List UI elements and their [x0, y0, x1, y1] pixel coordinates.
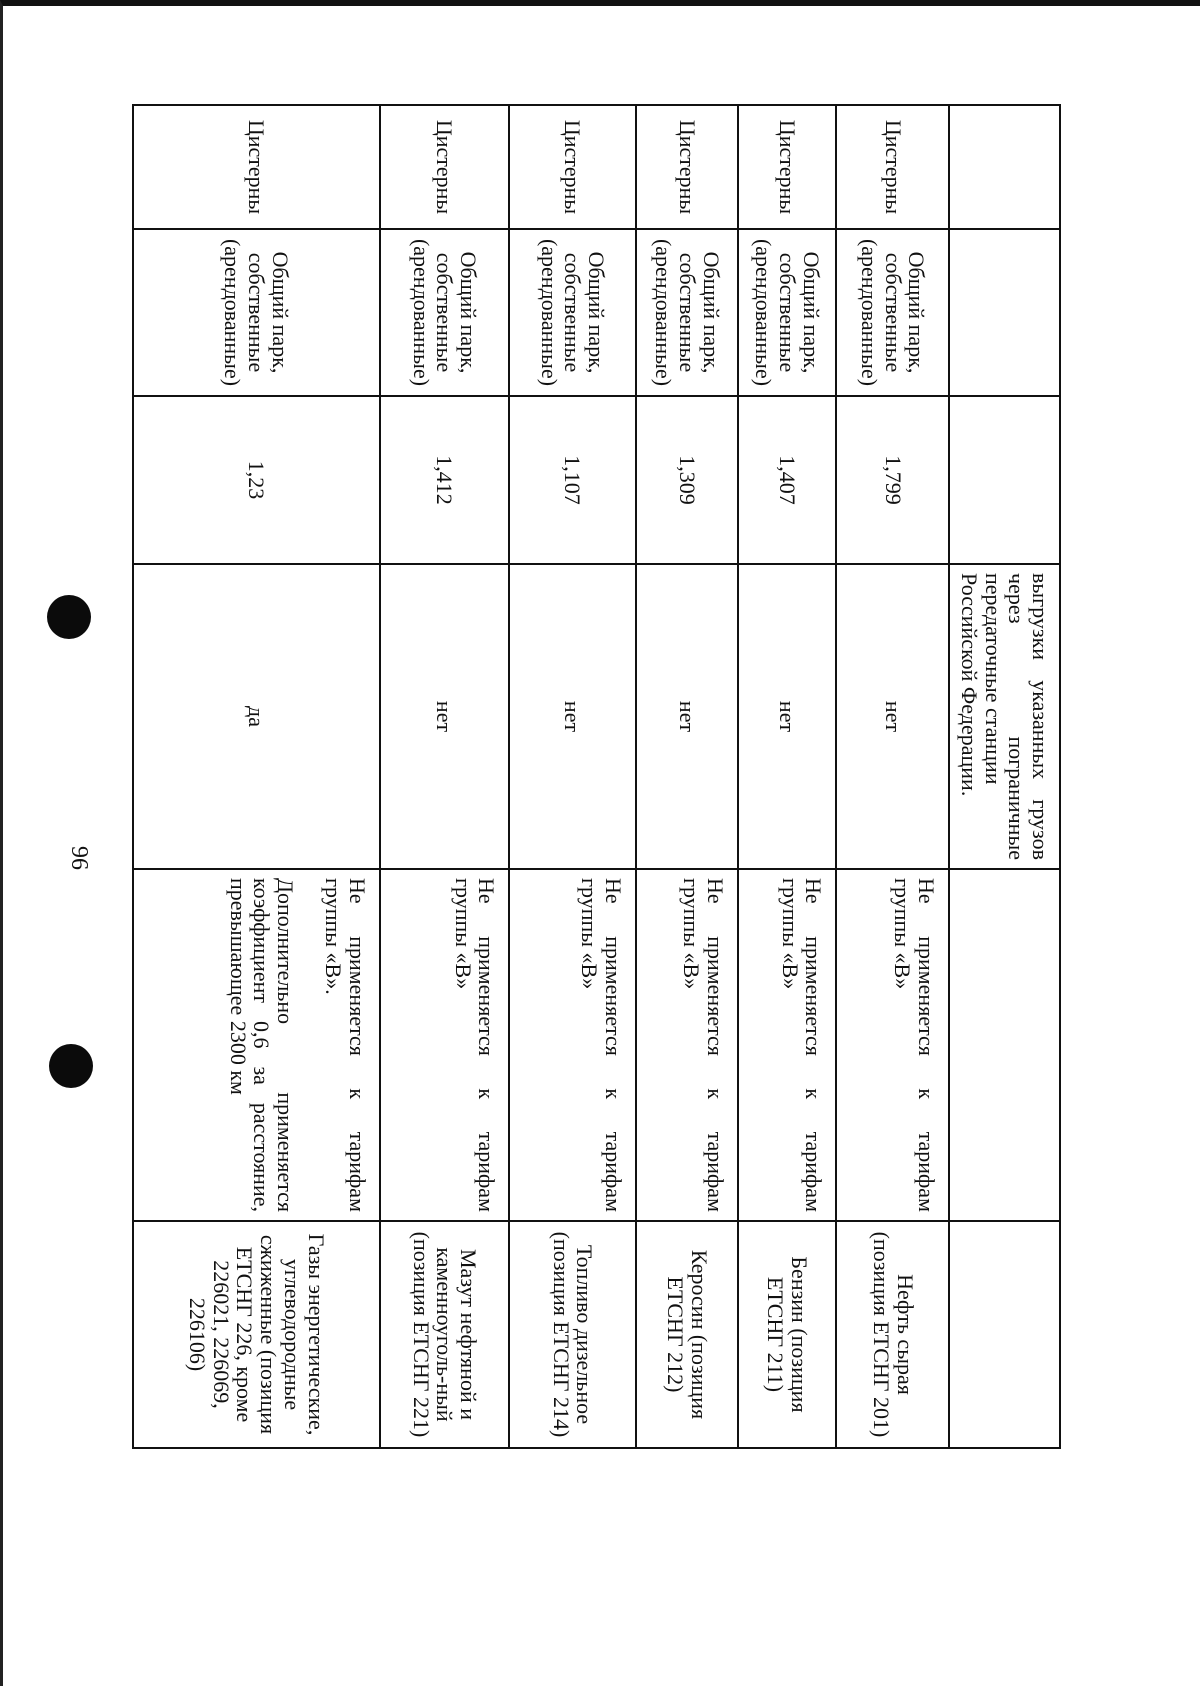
rule-cell — [509, 869, 635, 1221]
header-note-last: Российской Федерации. — [956, 573, 982, 797]
cargo-name: Газы энергетические, углеводородные сжиженные (позиция ЕТСНГ 226, кроме 226021, 226069, 226106) — [133, 1221, 380, 1448]
rule-main: Не применяется к тарифам — [801, 878, 827, 1212]
cargo-name: Нефть сырая (позиция ЕТСНГ 201) — [836, 1221, 949, 1448]
header-row — [949, 105, 1060, 1448]
header-cell-cargo — [949, 1221, 1060, 1448]
rule-main: Не применяется к тарифам — [474, 878, 500, 1212]
rule-tail: группы «В» — [450, 878, 476, 990]
applies-value: нет — [836, 564, 949, 869]
wagon-type: Цистерны — [636, 105, 738, 229]
park-type: Общий парк, собственные (арендованные) — [509, 229, 635, 396]
wagon-type: Цистерны — [133, 105, 380, 229]
tariff-table — [132, 104, 1061, 1449]
park-type: Общий парк, собственные (арендованные) — [380, 229, 510, 396]
rule-main: Не применяется к тарифам — [344, 878, 370, 1212]
table-row — [738, 105, 836, 1448]
applies-value: нет — [380, 564, 510, 869]
rule-main: Не применяется к тарифам — [600, 878, 626, 1212]
applies-value: нет — [738, 564, 836, 869]
rule-cell — [380, 869, 510, 1221]
wagon-type: Цистерны — [738, 105, 836, 229]
wagon-type: Цистерны — [380, 105, 510, 229]
cargo-name: Мазут нефтяной и каменноуголь-ный (позиция ЕТСНГ 221) — [380, 1221, 510, 1448]
rule-tail: группы «В» — [576, 878, 602, 990]
coefficient: 1,23 — [133, 396, 380, 564]
cargo-name: Керосин (позиция ЕТСНГ 212) — [636, 1221, 738, 1448]
rule-extra: Дополнительно применяется коэффициент 0,6 за расстояние, превышающее 2300 км — [225, 878, 299, 1212]
table-row — [836, 105, 949, 1448]
coefficient: 1,799 — [836, 396, 949, 564]
rule-tail: группы «В» — [679, 878, 705, 990]
park-type: Общий парк, собственные (арендованные) — [133, 229, 380, 396]
table-row — [380, 105, 510, 1448]
park-type: Общий парк, собственные (арендованные) — [636, 229, 738, 396]
rule-tail: группы «В» — [777, 878, 803, 990]
header-note: выгрузки указанных грузов через пограничные передаточные станции — [980, 573, 1054, 860]
page-number: 96 — [66, 846, 92, 870]
rule-tail: группы «В». — [320, 878, 346, 995]
header-cell-wagon — [949, 105, 1060, 229]
table-row — [636, 105, 738, 1448]
rule-cell — [133, 869, 380, 1221]
rule-main: Не применяется к тарифам — [914, 878, 940, 1212]
header-cell-applies — [949, 564, 1060, 869]
coefficient: 1,107 — [509, 396, 635, 564]
park-type: Общий парк, собственные (арендованные) — [738, 229, 836, 396]
cargo-name: Топливо дизельное (позиция ЕТСНГ 214) — [509, 1221, 635, 1448]
park-type: Общий парк, собственные (арендованные) — [836, 229, 949, 396]
header-cell-rule — [949, 869, 1060, 1221]
applies-value: нет — [636, 564, 738, 869]
header-cell-park — [949, 229, 1060, 396]
applies-value: нет — [509, 564, 635, 869]
rule-main: Не применяется к тарифам — [703, 878, 729, 1212]
wagon-type: Цистерны — [509, 105, 635, 229]
applies-value: да — [133, 564, 380, 869]
coefficient: 1,309 — [636, 396, 738, 564]
table-row — [133, 105, 380, 1448]
wagon-type: Цистерны — [836, 105, 949, 229]
header-cell-coefficient — [949, 396, 1060, 564]
rule-cell — [836, 869, 949, 1221]
rule-tail: группы «В» — [890, 878, 916, 990]
table-row — [509, 105, 635, 1448]
coefficient: 1,407 — [738, 396, 836, 564]
cargo-name: Бензин (позиция ЕТСНГ 211) — [738, 1221, 836, 1448]
rule-cell — [738, 869, 836, 1221]
rule-cell — [636, 869, 738, 1221]
coefficient: 1,412 — [380, 396, 510, 564]
